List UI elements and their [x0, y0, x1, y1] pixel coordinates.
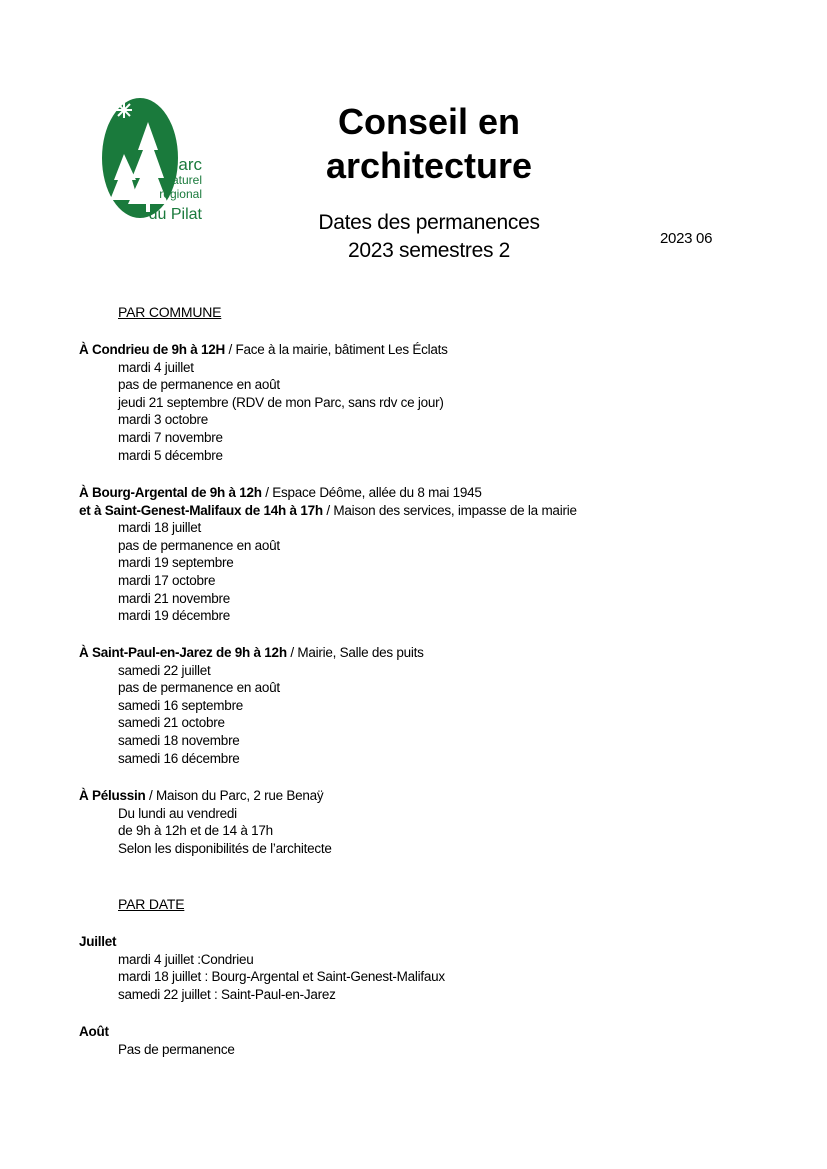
commune-name: À Condrieu de 9h à 12H [79, 342, 226, 357]
title-line: architecture [325, 145, 533, 186]
month-name: Août [79, 1024, 109, 1039]
commune-header [79, 502, 799, 520]
logo-text-naturel: naturel [165, 173, 202, 187]
commune-block-condrieu [79, 341, 799, 464]
month-header [79, 1023, 799, 1041]
commune-name: À Bourg-Argental de 9h à 12h [79, 485, 262, 500]
month-block-juillet [79, 933, 799, 1003]
section-heading-par-commune: PAR COMMUNE [118, 304, 222, 320]
date-item: samedi 18 novembre [118, 732, 240, 748]
commune-header [79, 644, 799, 662]
month-block-aout [79, 1023, 799, 1058]
date-item: pas de permanence en août [118, 680, 280, 696]
date-item: mardi 3 octobre [118, 412, 209, 428]
date-item: samedi 22 juillet : Saint-Paul-en-Jarez [118, 986, 336, 1002]
snowflake-icon [116, 102, 132, 118]
logo-text-regional: régional [159, 187, 202, 201]
date-item: samedi 16 décembre [118, 750, 240, 766]
document-date: 2023 06 [660, 230, 713, 247]
info-line: Du lundi au vendredi [118, 805, 237, 821]
date-item: samedi 22 juillet [118, 662, 211, 678]
date-item: mardi 4 juillet :Condrieu [118, 951, 254, 967]
date-item: mardi 19 septembre [118, 555, 234, 571]
month-header [79, 933, 799, 951]
date-item: samedi 16 septembre [118, 697, 244, 713]
month-name: Juillet [79, 934, 117, 949]
date-item: mardi 18 juillet [118, 520, 202, 536]
date-item: mardi 4 juillet [118, 359, 194, 375]
subtitle-line: Dates des permanences [318, 211, 540, 234]
date-item: samedi 21 octobre [118, 715, 225, 731]
commune-header [79, 341, 799, 359]
date-item: mardi 7 novembre [118, 429, 223, 445]
commune-block-bourg-argental [79, 484, 799, 625]
commune-name: et à Saint-Genest-Malifaux de 14h à 17h [79, 502, 323, 518]
commune-place: / Maison des services, impasse de la mairie [322, 502, 577, 518]
date-item: mardi 19 décembre [118, 608, 231, 624]
commune-place: / Mairie, Salle des puits [286, 645, 424, 660]
commune-place: / Maison du Parc, 2 rue Benaÿ [145, 788, 324, 803]
date-item: mardi 21 novembre [118, 590, 231, 606]
page-subtitle [300, 209, 558, 265]
commune-place: / Espace Déôme, allée du 8 mai 1945 [261, 485, 482, 500]
commune-place: / Face à la mairie, bâtiment Les Éclats [225, 342, 448, 357]
parc-pilat-logo [96, 92, 208, 226]
commune-header [79, 484, 799, 502]
date-item: pas de permanence en août [118, 537, 280, 553]
logo-text-parc: Parc [167, 155, 202, 174]
section-heading-par-date: PAR DATE [118, 896, 185, 912]
date-item: mardi 18 juillet : Bourg-Argental et Saint-Genest-Malifaux [118, 969, 445, 985]
title-line: Conseil en [337, 101, 521, 142]
commune-name: À Saint-Paul-en-Jarez de 9h à 12h [79, 645, 287, 660]
commune-block-pelussin [79, 787, 799, 857]
info-line: de 9h à 12h et de 14 à 17h [118, 823, 273, 839]
subtitle-line: 2023 semestres 2 [347, 239, 511, 262]
date-item: pas de permanence en août [118, 377, 280, 393]
commune-block-saint-paul-en-jarez [79, 644, 799, 767]
commune-name: À Pélussin [79, 788, 146, 803]
page-title [300, 100, 558, 188]
date-item: Pas de permanence [118, 1041, 235, 1057]
date-item: jeudi 21 septembre (RDV de mon Parc, sans rdv ce jour) [118, 394, 444, 410]
commune-header [79, 787, 799, 805]
info-line: Selon les disponibilités de l’architecte [118, 840, 332, 856]
date-item: mardi 17 octobre [118, 572, 216, 588]
logo-text-du-pilat: du Pilat [148, 206, 202, 223]
date-item: mardi 5 décembre [118, 447, 223, 463]
